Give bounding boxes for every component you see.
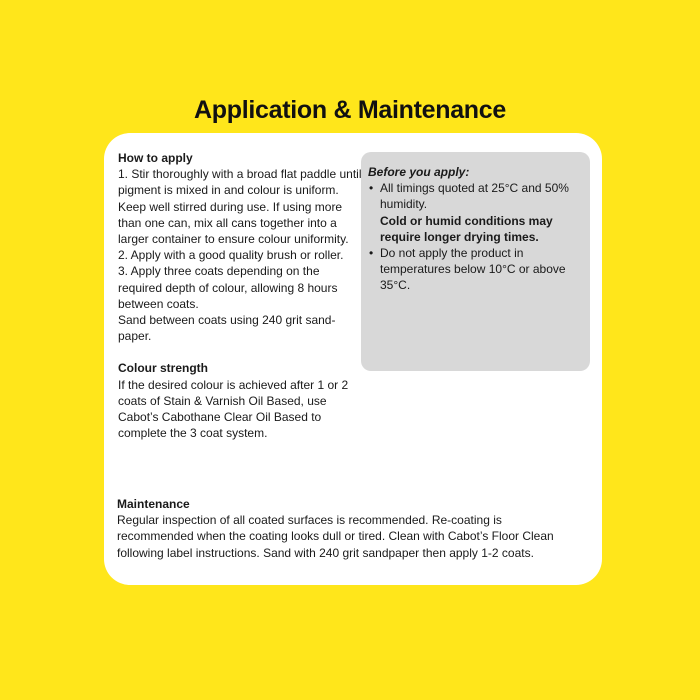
before-you-apply-heading: Before you apply: [368, 165, 470, 179]
timing-bullet [368, 180, 586, 212]
temperature-text: Do not apply the product in temperatures below 10°C or above 35°C. [380, 246, 566, 293]
temperature-bullet [368, 245, 586, 294]
how-to-apply-section [118, 150, 362, 441]
drying-warning: Cold or humid conditions may require longer drying times. [380, 213, 553, 244]
before-you-apply-content [368, 164, 586, 294]
maintenance-heading: Maintenance [117, 497, 190, 511]
maintenance-text: Regular inspection of all coated surfaces is recommended. Re-coating is recommended when the coating looks dull or tired. Clean with Cabot’s Floor Clean following label instructions. Sand with 240 grit sandpaper then apply 1-2 coats. [117, 513, 554, 560]
step-3: 3. Apply three coats depending on the required depth of colour, allowing 8 hours between coats. [118, 264, 338, 311]
bullet-icon: • [369, 246, 374, 261]
step-2: 2. Apply with a good quality brush or roller. [118, 248, 344, 263]
timing-text: All timings quoted at 25°C and 50% humidity. [380, 181, 569, 212]
colour-strength-heading: Colour strength [118, 361, 208, 376]
how-to-apply-heading: How to apply [118, 151, 193, 165]
maintenance-section [117, 496, 577, 561]
bullet-icon: • [369, 181, 374, 196]
page-title: Application & Maintenance [194, 96, 506, 124]
sand-note: Sand between coats using 240 grit sand-paper. [118, 313, 336, 344]
colour-strength-text: If the desired colour is achieved after 1 or 2 coats of Stain & Varnish Oil Based, use Cabot’s Cabothane Clear Oil Based to complete the 3 coat system. [118, 377, 349, 441]
step-1: 1. Stir thoroughly with a broad flat paddle until pigment is mixed in and colour is uniform. Keep well stirred during use. If using more than one can, mix all cans together into a larger container to ensure colour uniformity. [118, 167, 362, 247]
